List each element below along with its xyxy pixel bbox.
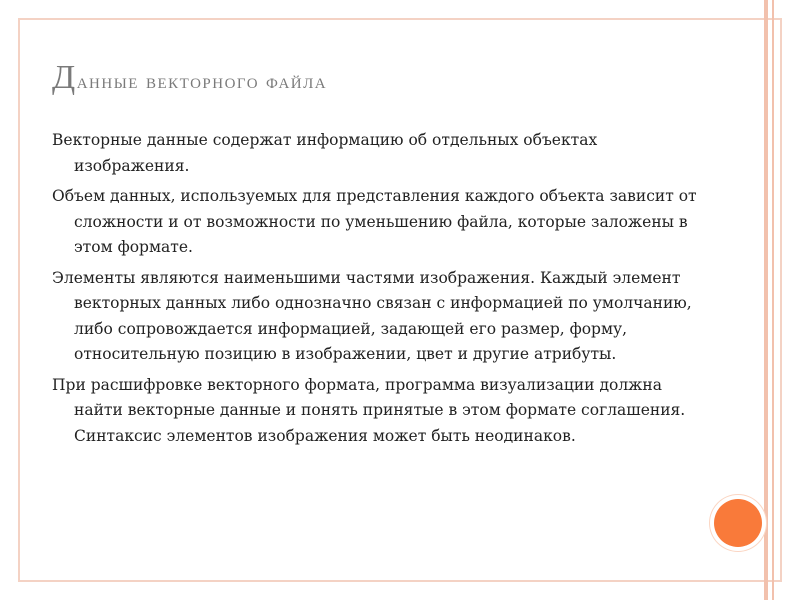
paragraph-2: Объем данных, используемых для представления каждого объекта зависит от сложности и от возможности по уменьшению файла, которые заложены в этом формате. <box>52 187 697 256</box>
slide-title: Данные векторного файла <box>52 59 328 96</box>
decorative-stripe-inner <box>772 0 774 600</box>
paragraph-3: Элементы являются наименьшими частями изображения. Каждый элемент векторных данных либо однозначно связан с информацией по умолчанию, либо сопровождается информацией, задающей его размер, форму, относительную позицию в изображении, цвет и другие атрибуты. <box>52 268 692 363</box>
slide-body <box>52 128 702 454</box>
decorative-stripe-outer <box>764 0 768 600</box>
paragraph-4: При расшифровке векторного формата, программа визуализации должна найти векторные данные и понять принятые в этом формате соглашения. Синтаксис элементов изображения может быть неодинаков. <box>52 375 686 445</box>
paragraph-1: Векторные данные содержат информацию об отдельных объектах изображения. <box>52 131 598 175</box>
accent-circle <box>714 499 762 547</box>
